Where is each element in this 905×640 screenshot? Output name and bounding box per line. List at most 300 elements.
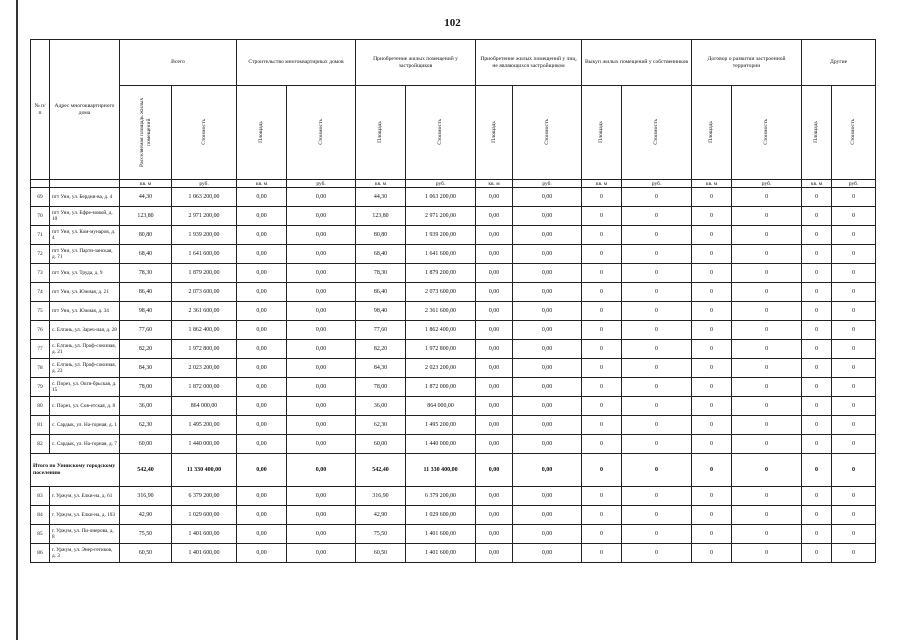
row-value: 0,00 [476, 378, 513, 397]
row-value: 0,00 [287, 378, 356, 397]
row-value: 0,00 [237, 321, 287, 340]
unit-area: кв. м [802, 180, 832, 188]
row-value: 0 [732, 506, 802, 525]
row-value: 0,00 [513, 188, 582, 207]
row-index: 80 [31, 397, 50, 416]
row-value: 0 [832, 321, 876, 340]
row-index: 73 [31, 264, 50, 283]
row-value: 0,00 [513, 245, 582, 264]
row-value: 0 [582, 397, 622, 416]
row-value: 0 [582, 245, 622, 264]
subheader-area: Площадь [237, 86, 287, 180]
row-address: с. Порез, ул. Октя-брьская, д. 15 [50, 378, 120, 397]
row-value: 0 [802, 397, 832, 416]
row-value: 0,00 [237, 397, 287, 416]
subheader-cost: Стоимость [832, 86, 876, 180]
row-value: 0,00 [237, 359, 287, 378]
table-row [31, 544, 876, 563]
row-value: 0,00 [513, 359, 582, 378]
row-value: 1 641 600,00 [406, 245, 476, 264]
row-value: 0,00 [287, 226, 356, 245]
row-value: 78,30 [120, 264, 172, 283]
row-value: 0 [832, 359, 876, 378]
row-value: 0 [622, 506, 692, 525]
subheader-area: Площадь [692, 86, 732, 180]
row-value: 80,80 [356, 226, 406, 245]
row-value: 0,00 [476, 321, 513, 340]
row-value: 0,00 [237, 302, 287, 321]
row-value: 0 [802, 245, 832, 264]
subheader-area: Площадь [476, 86, 513, 180]
row-value: 0 [622, 283, 692, 302]
row-address: с. Сардык, ул. На-горная, д. 7 [50, 435, 120, 454]
unit-rub: руб. [832, 180, 876, 188]
row-value: 0,00 [476, 207, 513, 226]
row-value: 0 [832, 506, 876, 525]
subtotal-value: 0,00 [287, 454, 356, 487]
row-index: 79 [31, 378, 50, 397]
row-value: 0 [582, 525, 622, 544]
row-value: 0 [692, 416, 732, 435]
row-value: 0,00 [287, 340, 356, 359]
row-value: 0,00 [237, 487, 287, 506]
row-address: г. Уржум, ул. Елки-на, д. 61 [50, 487, 120, 506]
row-value: 2 361 600,00 [172, 302, 237, 321]
subheader-cost: Стоимость [732, 86, 802, 180]
row-value: 0 [692, 188, 732, 207]
row-value: 0 [802, 188, 832, 207]
row-value: 0,00 [476, 506, 513, 525]
row-value: 0,00 [513, 397, 582, 416]
subheader-cost: Стоимость [513, 86, 582, 180]
row-index: 71 [31, 226, 50, 245]
row-value: 0 [582, 283, 622, 302]
row-value: 0 [622, 302, 692, 321]
subheader-area: Площадь [802, 86, 832, 180]
row-value: 36,00 [356, 397, 406, 416]
row-value: 0 [832, 525, 876, 544]
row-value: 0,00 [476, 188, 513, 207]
row-value: 0,00 [287, 302, 356, 321]
row-value: 0 [582, 340, 622, 359]
subtotal-row [31, 454, 876, 487]
row-address: пгт Уни, ул. Южная, д. 21 [50, 283, 120, 302]
row-address: с. Елгань, ул. Проф-союзная, д. 23 [50, 359, 120, 378]
row-value: 0,00 [237, 264, 287, 283]
row-value: 0 [732, 302, 802, 321]
row-value: 44,30 [356, 188, 406, 207]
row-address: пгт Уни, ул. Ком-мунаров, д. 4 [50, 226, 120, 245]
row-value: 0,00 [287, 506, 356, 525]
row-value: 0 [732, 340, 802, 359]
row-value: 1 972 800,00 [172, 340, 237, 359]
row-value: 0,00 [287, 188, 356, 207]
row-value: 0 [732, 544, 802, 563]
subtotal-label: Итого по Унинскому городскому поселению [31, 454, 120, 487]
row-value: 1 029 600,00 [406, 506, 476, 525]
row-value: 0 [692, 544, 732, 563]
row-index: 74 [31, 283, 50, 302]
row-value: 0 [622, 378, 692, 397]
row-value: 0 [622, 340, 692, 359]
row-address: г. Уржум, ул. Елки-на, д. 103 [50, 506, 120, 525]
row-value: 0 [732, 416, 802, 435]
table-row [31, 283, 876, 302]
row-value: 44,30 [120, 188, 172, 207]
subtotal-value: 11 330 400,00 [406, 454, 476, 487]
sub-header-row [31, 86, 876, 180]
table-row [31, 378, 876, 397]
row-value: 0 [692, 487, 732, 506]
subtotal-value: 0,00 [513, 454, 582, 487]
row-value: 60,00 [356, 435, 406, 454]
row-value: 0,00 [476, 264, 513, 283]
units-row [31, 180, 876, 188]
row-value: 0,00 [513, 264, 582, 283]
unit-rub: руб. [406, 180, 476, 188]
subheader-area: Площадь [356, 86, 406, 180]
row-value: 0 [692, 340, 732, 359]
row-value: 0 [832, 283, 876, 302]
row-index: 83 [31, 487, 50, 506]
row-value: 78,00 [356, 378, 406, 397]
row-value: 75,50 [120, 525, 172, 544]
row-index: 82 [31, 435, 50, 454]
row-value: 0 [732, 525, 802, 544]
row-value: 0 [732, 245, 802, 264]
row-value: 80,80 [120, 226, 172, 245]
row-value: 77,60 [356, 321, 406, 340]
row-value: 1 401 600,00 [406, 544, 476, 563]
row-value: 84,30 [356, 359, 406, 378]
row-index: 85 [31, 525, 50, 544]
row-index: 76 [31, 321, 50, 340]
group-header-development-contract: Договор о развитии застроенной территории [692, 40, 802, 86]
row-value: 86,40 [120, 283, 172, 302]
subheader-cost: Стоимость [287, 86, 356, 180]
row-value: 98,40 [356, 302, 406, 321]
row-value: 1 872 000,00 [172, 378, 237, 397]
subheader-cost: Стоимость [622, 86, 692, 180]
row-value: 0 [692, 264, 732, 283]
row-value: 1 401 600,00 [406, 525, 476, 544]
subtotal-value: 0 [802, 454, 832, 487]
row-index: 81 [31, 416, 50, 435]
group-header-purchase-others: Приобретение жилых помещений у лиц, не являющихся застройщиком [476, 40, 582, 86]
row-value: 0 [802, 416, 832, 435]
row-value: 42,90 [356, 506, 406, 525]
row-index: 70 [31, 207, 50, 226]
row-value: 0 [622, 435, 692, 454]
table-row [31, 321, 876, 340]
row-value: 0 [732, 321, 802, 340]
row-value: 0 [622, 416, 692, 435]
row-value: 0 [802, 264, 832, 283]
table-row [31, 506, 876, 525]
row-value: 0,00 [476, 226, 513, 245]
row-value: 1 401 600,00 [172, 525, 237, 544]
row-value: 0 [582, 435, 622, 454]
subtotal-value: 0 [732, 454, 802, 487]
row-value: 78,00 [120, 378, 172, 397]
row-value: 0,00 [476, 283, 513, 302]
row-value: 0,00 [287, 359, 356, 378]
row-value: 0 [692, 397, 732, 416]
row-value: 0 [832, 397, 876, 416]
row-value: 0 [622, 207, 692, 226]
row-value: 0,00 [287, 207, 356, 226]
row-address: пгт Уни, ул. Парти-занская, д. 71 [50, 245, 120, 264]
row-value: 0,00 [513, 525, 582, 544]
row-value: 1 401 600,00 [172, 544, 237, 563]
subtotal-value: 0 [582, 454, 622, 487]
row-value: 0,00 [287, 525, 356, 544]
row-address: пгт Уни, ул. Бердни-ва, д. 4 [50, 188, 120, 207]
subheader-total-area: Расселяемая площадь жилых помещений [120, 86, 172, 180]
row-value: 0 [582, 544, 622, 563]
unit-rub: руб. [732, 180, 802, 188]
row-value: 0 [832, 264, 876, 283]
row-value: 0,00 [237, 188, 287, 207]
row-value: 0,00 [513, 321, 582, 340]
subtotal-value: 542,40 [356, 454, 406, 487]
row-value: 60,50 [120, 544, 172, 563]
subheader-cost: Стоимость [406, 86, 476, 180]
subtotal-value: 0,00 [237, 454, 287, 487]
row-value: 0,00 [513, 283, 582, 302]
group-header-total: Всего [120, 40, 237, 86]
subtotal-value: 0 [692, 454, 732, 487]
row-value: 0 [622, 264, 692, 283]
row-value: 0 [802, 487, 832, 506]
row-value: 1 862 400,00 [172, 321, 237, 340]
row-value: 1 495 200,00 [406, 416, 476, 435]
row-value: 0 [692, 359, 732, 378]
row-value: 0 [622, 359, 692, 378]
row-value: 0,00 [513, 435, 582, 454]
row-index: 77 [31, 340, 50, 359]
row-value: 2 023 200,00 [406, 359, 476, 378]
row-value: 123,80 [356, 207, 406, 226]
row-value: 0 [582, 378, 622, 397]
row-value: 0,00 [513, 207, 582, 226]
row-value: 0 [832, 544, 876, 563]
row-value: 316,90 [356, 487, 406, 506]
subtotal-value: 542,40 [120, 454, 172, 487]
row-value: 123,80 [120, 207, 172, 226]
row-value: 0 [692, 506, 732, 525]
row-value: 0,00 [513, 340, 582, 359]
row-value: 1 879 200,00 [406, 264, 476, 283]
row-value: 0,00 [476, 416, 513, 435]
row-value: 0 [732, 188, 802, 207]
row-value: 0,00 [287, 544, 356, 563]
row-value: 2 361 600,00 [406, 302, 476, 321]
row-value: 864 000,00 [406, 397, 476, 416]
row-index: 69 [31, 188, 50, 207]
row-value: 0 [732, 226, 802, 245]
row-index: 72 [31, 245, 50, 264]
row-value: 78,30 [356, 264, 406, 283]
table-row [31, 525, 876, 544]
table-row [31, 245, 876, 264]
row-value: 0,00 [513, 226, 582, 245]
row-value: 0 [802, 506, 832, 525]
row-index: 78 [31, 359, 50, 378]
row-value: 0,00 [513, 544, 582, 563]
row-value: 0,00 [237, 245, 287, 264]
row-value: 0 [622, 487, 692, 506]
subtotal-value: 0 [832, 454, 876, 487]
table-row [31, 188, 876, 207]
row-address: с. Сардык, ул. На-горная, д. 1 [50, 416, 120, 435]
subtotal-value: 11 330 400,00 [172, 454, 237, 487]
unit-rub: руб. [287, 180, 356, 188]
row-value: 84,30 [120, 359, 172, 378]
group-header-row [31, 40, 876, 86]
row-value: 0,00 [287, 487, 356, 506]
row-value: 0 [832, 416, 876, 435]
row-value: 1 063 200,00 [406, 188, 476, 207]
unit-rub: руб. [622, 180, 692, 188]
unit-rub: руб. [172, 180, 237, 188]
row-value: 0 [582, 321, 622, 340]
row-value: 0 [622, 188, 692, 207]
row-value: 0 [832, 188, 876, 207]
row-value: 0 [832, 207, 876, 226]
row-value: 0,00 [476, 397, 513, 416]
page-number: 102 [444, 17, 461, 29]
row-value: 1 641 600,00 [172, 245, 237, 264]
row-value: 2 073 600,00 [172, 283, 237, 302]
row-value: 0,00 [237, 435, 287, 454]
row-value: 0,00 [237, 226, 287, 245]
table-row [31, 207, 876, 226]
row-value: 0 [622, 544, 692, 563]
row-value: 0 [832, 226, 876, 245]
row-value: 0 [802, 544, 832, 563]
row-value: 0 [832, 435, 876, 454]
row-value: 0,00 [237, 416, 287, 435]
row-value: 0 [802, 435, 832, 454]
subheader-cost: Стоимость [172, 86, 237, 180]
row-value: 60,00 [120, 435, 172, 454]
row-value: 0,00 [513, 302, 582, 321]
row-value: 75,50 [356, 525, 406, 544]
group-header-buyout: Выкуп жилых помещений у собственников [582, 40, 692, 86]
table-row [31, 264, 876, 283]
row-address: г. Уржум, ул. Пи-онерова, д. 8 [50, 525, 120, 544]
row-value: 0,00 [513, 487, 582, 506]
row-value: 0 [802, 226, 832, 245]
subheader-area: Площадь [582, 86, 622, 180]
row-value: 0 [832, 245, 876, 264]
row-value: 0,00 [237, 544, 287, 563]
row-value: 0 [732, 487, 802, 506]
row-value: 82,20 [356, 340, 406, 359]
row-value: 1 939 200,00 [406, 226, 476, 245]
unit-area: кв. м [237, 180, 287, 188]
row-value: 0 [692, 321, 732, 340]
row-value: 0 [802, 321, 832, 340]
table-row [31, 226, 876, 245]
row-value: 0 [582, 506, 622, 525]
row-value: 6 379 200,00 [172, 487, 237, 506]
row-value: 1 972 800,00 [406, 340, 476, 359]
row-value: 0,00 [287, 264, 356, 283]
row-value: 0 [622, 397, 692, 416]
row-value: 0 [802, 525, 832, 544]
row-value: 0 [732, 397, 802, 416]
row-value: 0 [832, 487, 876, 506]
row-address: пгт Уни, ул. Труда, д. 9 [50, 264, 120, 283]
row-value: 0 [732, 264, 802, 283]
row-value: 0,00 [237, 525, 287, 544]
row-value: 6 379 200,00 [406, 487, 476, 506]
row-value: 0 [692, 245, 732, 264]
row-value: 0 [692, 226, 732, 245]
row-value: 77,60 [120, 321, 172, 340]
row-value: 0 [832, 378, 876, 397]
row-value: 0 [732, 378, 802, 397]
row-value: 0 [622, 525, 692, 544]
row-value: 0 [622, 226, 692, 245]
row-value: 62,30 [356, 416, 406, 435]
row-address: г. Уржум, ул. Энер-гетиков, д. 3 [50, 544, 120, 563]
row-value: 0,00 [476, 340, 513, 359]
row-value: 0 [582, 416, 622, 435]
row-value: 0 [832, 302, 876, 321]
unit-area: кв. м [356, 180, 406, 188]
row-value: 68,40 [120, 245, 172, 264]
row-value: 2 073 600,00 [406, 283, 476, 302]
row-value: 0,00 [287, 416, 356, 435]
row-value: 0 [732, 283, 802, 302]
unit-cell-empty [31, 180, 50, 188]
table-row [31, 487, 876, 506]
row-value: 2 971 200,00 [406, 207, 476, 226]
row-value: 0 [802, 340, 832, 359]
row-value: 0,00 [287, 397, 356, 416]
row-value: 0,00 [476, 525, 513, 544]
row-value: 0,00 [476, 302, 513, 321]
row-value: 0 [582, 207, 622, 226]
row-value: 1 440 000,00 [406, 435, 476, 454]
unit-area: кв. м [582, 180, 622, 188]
row-value: 0,00 [237, 340, 287, 359]
row-value: 0,00 [476, 544, 513, 563]
subtotal-value: 0,00 [476, 454, 513, 487]
row-index: 84 [31, 506, 50, 525]
row-value: 0 [582, 302, 622, 321]
group-header-construction: Строительство многоквартирных домов [237, 40, 356, 86]
row-value: 0,00 [237, 207, 287, 226]
left-margin-rule [16, 0, 18, 640]
row-value: 316,90 [120, 487, 172, 506]
row-value: 86,40 [356, 283, 406, 302]
row-value: 0 [802, 207, 832, 226]
row-value: 0 [732, 435, 802, 454]
row-value: 0,00 [237, 283, 287, 302]
row-value: 0 [582, 264, 622, 283]
row-value: 0 [692, 378, 732, 397]
group-header-purchase-developers: Приобретение жилых помещений у застройщиков [356, 40, 476, 86]
unit-area: кв. м [692, 180, 732, 188]
row-value: 0 [582, 487, 622, 506]
row-value: 0 [622, 245, 692, 264]
row-value: 0,00 [513, 378, 582, 397]
row-value: 864 000,00 [172, 397, 237, 416]
